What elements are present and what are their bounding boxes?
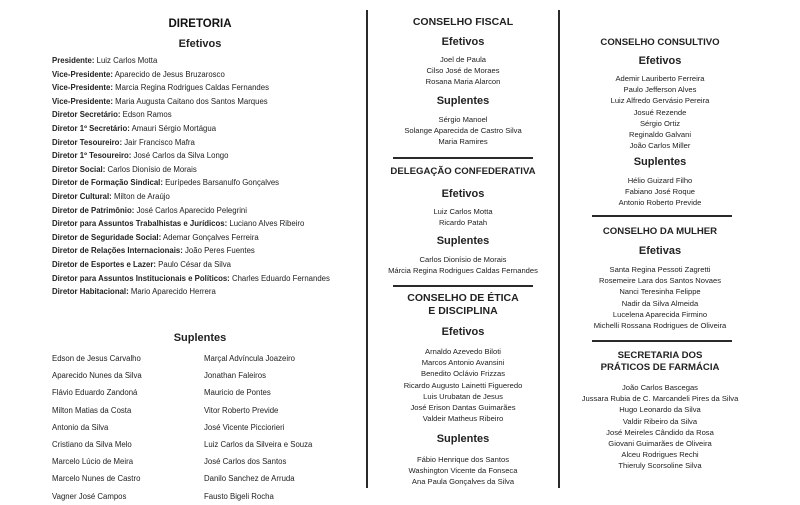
name-list-item: Carlos Dionísio de Morais bbox=[419, 255, 507, 264]
name-list-item: Antonio Roberto Previde bbox=[618, 198, 702, 208]
diretoria-member-row bbox=[52, 81, 330, 95]
member-role: Diretor de Patrimônio: bbox=[52, 205, 135, 215]
name-list-item: Luiz Alfredo Gervásio Pereira bbox=[610, 96, 710, 106]
column-divider-left bbox=[366, 10, 368, 488]
diretoria-suplentes-heading: Suplentes bbox=[173, 332, 227, 344]
delegacao-efetivos-heading: Efetivos bbox=[441, 188, 485, 200]
name-list-item: Ricardo Patah bbox=[438, 218, 488, 228]
diretoria-member-row bbox=[52, 190, 330, 204]
member-name: José Carlos da Silva Longo bbox=[131, 151, 229, 161]
member-name: Ademar Gonçalves Ferreira bbox=[161, 232, 259, 242]
name-list-item: Alceu Rodrigues Rechi bbox=[621, 450, 699, 460]
name-list-item: Jonathan Faleiros bbox=[204, 371, 266, 381]
name-list-item: Nanci Teresinha Felippe bbox=[619, 287, 701, 297]
diretoria-member-row bbox=[52, 95, 330, 109]
name-list-item: Marcelo Lúcio de Meira bbox=[52, 457, 134, 467]
name-list-item: Luiz Carlos da Silveira e Souza bbox=[204, 440, 313, 450]
etica-efetivos-list bbox=[378, 346, 548, 424]
member-role: Diretor Secretário: bbox=[52, 110, 121, 120]
delegacao-suplentes-heading: Suplentes bbox=[436, 235, 490, 247]
diretoria-member-row bbox=[52, 176, 330, 190]
diretoria-title: DIRETORIA bbox=[168, 18, 232, 30]
name-list-item: Ademir Lauriberto Ferreira bbox=[615, 74, 705, 83]
name-list-item: Ricardo Augusto Lainetti Figueredo bbox=[403, 380, 523, 390]
member-role: Diretor de Seguridade Social: bbox=[52, 232, 162, 242]
name-list-item: José Meireles Cândido da Rosa bbox=[606, 427, 714, 437]
diretoria-member-row bbox=[52, 122, 330, 136]
fiscal-suplentes-list bbox=[378, 114, 548, 148]
farmacia-title-line2: PRÁTICOS DE FARMÁCIA bbox=[600, 362, 720, 373]
member-role: Presidente: bbox=[52, 56, 95, 65]
consultivo-title: CONSELHO CONSULTIVO bbox=[600, 37, 720, 48]
suplentes-right-list bbox=[204, 350, 312, 505]
name-list-item: Maria Ramires bbox=[438, 137, 488, 147]
name-list-item: Michelli Rossana Rodrigues de Oliveira bbox=[593, 321, 727, 331]
etica-title-line2: E DISCIPLINA bbox=[428, 305, 498, 317]
fiscal-suplentes-heading: Suplentes bbox=[436, 95, 490, 107]
diretoria-member-row bbox=[52, 136, 330, 150]
name-list-item: Ana Paula Gonçalves da Silva bbox=[411, 477, 515, 487]
diretoria-member-row bbox=[52, 285, 330, 299]
diretoria-member-row bbox=[52, 54, 330, 68]
member-role: Diretor de Formação Sindical: bbox=[52, 178, 163, 188]
member-name: Maria Augusta Caitano dos Santos Marques bbox=[112, 96, 268, 106]
member-name: Amauri Sérgio Mortágua bbox=[129, 123, 217, 133]
name-list-item: Giovani Guimarães de Oliveira bbox=[608, 439, 712, 449]
member-role: Diretor de Esportes e Lazer: bbox=[52, 259, 156, 269]
name-list-item: Hélio Guizard Filho bbox=[627, 176, 693, 185]
name-list-item: Nadir da Silva Almeida bbox=[621, 298, 699, 308]
name-list-item: Arnaldo Azevedo Biloti bbox=[425, 347, 501, 356]
name-list-item: Benedito Oclávio Frizzas bbox=[421, 369, 505, 379]
fiscal-efetivos-heading: Efetivos bbox=[441, 36, 485, 48]
name-list-item: Fausto Bigeli Rocha bbox=[204, 491, 274, 501]
fiscal-efetivos-list bbox=[378, 54, 548, 88]
farmacia-title-line1: SECRETARIA DOS bbox=[617, 350, 703, 361]
name-list-item: Marcos Antonio Avansini bbox=[421, 358, 505, 368]
name-list-item: Reginaldo Galvani bbox=[628, 130, 692, 140]
member-name: Marcia Regina Rodrigues Caldas Fernandes bbox=[112, 83, 269, 93]
name-list-item: Fabiano José Roque bbox=[624, 187, 696, 197]
diretoria-efetivos-heading: Efetivos bbox=[178, 38, 222, 50]
diretoria-member-row bbox=[52, 244, 330, 258]
name-list-item: Solange Aparecida de Castro Silva bbox=[404, 126, 522, 136]
name-list-item: Mauricio de Pontes bbox=[204, 388, 271, 398]
member-role: Diretor Tesoureiro: bbox=[52, 137, 123, 147]
member-role: Vice-Presidente: bbox=[52, 96, 113, 106]
member-role: Diretor 1º Secretário: bbox=[52, 123, 130, 133]
mulher-efetivas-heading: Efetivas bbox=[638, 245, 682, 257]
member-name: Luciano Alves Ribeiro bbox=[227, 219, 305, 229]
name-list-item: Marçal Advíncula Joazeiro bbox=[204, 354, 296, 363]
name-list-item: Vagner José Campos bbox=[52, 491, 127, 501]
diretoria-member-row bbox=[52, 149, 330, 163]
delegacao-suplentes-list bbox=[368, 254, 558, 276]
member-name: Aparecido de Jesus Bruzarosco bbox=[112, 69, 225, 79]
member-name: Carlos Dionísio de Morais bbox=[105, 164, 197, 174]
name-list-item: José Vicente Picciorieri bbox=[204, 422, 285, 432]
name-list-item: Vitor Roberto Previde bbox=[204, 405, 279, 415]
member-name: Luiz Carlos Motta bbox=[94, 56, 158, 65]
section-divider bbox=[393, 285, 533, 287]
name-list-item: Washington Vicente da Fonseca bbox=[408, 466, 518, 476]
name-list-item: Lucelena Aparecida Firmino bbox=[612, 309, 708, 319]
etica-efetivos-heading: Efetivos bbox=[441, 326, 485, 338]
name-list-item: Santa Regina Pessoti Zagretti bbox=[609, 265, 711, 274]
diretoria-member-row bbox=[52, 258, 330, 272]
name-list-item: Aparecido Nunes da Silva bbox=[52, 371, 142, 381]
name-list-item: Marcelo Nunes de Castro bbox=[52, 474, 141, 484]
name-list-item: José Erison Dantas Guimarães bbox=[410, 403, 516, 413]
member-name: Edson Ramos bbox=[120, 110, 172, 120]
member-role: Diretor para Assuntos Trabalhistas e Jurídicos: bbox=[52, 219, 228, 229]
member-name: Mario Aparecido Herrera bbox=[128, 287, 216, 297]
consultivo-suplentes-heading: Suplentes bbox=[633, 156, 687, 168]
diretoria-member-row bbox=[52, 272, 330, 286]
diretoria-member-row bbox=[52, 68, 330, 82]
member-role: Diretor Social: bbox=[52, 164, 106, 174]
member-role: Diretor para Assuntos Institucionais e Políticos: bbox=[52, 273, 230, 283]
name-list-item: João Carlos Miller bbox=[629, 141, 691, 151]
member-name: Milton de Araújo bbox=[111, 191, 170, 201]
name-list-item: Jussara Rubia de C. Marcandeli Pires da Silva bbox=[581, 394, 739, 404]
name-list-item: José Carlos dos Santos bbox=[204, 457, 287, 467]
member-name: José Carlos Aparecido Pelegrini bbox=[134, 205, 247, 215]
consultivo-efetivos-heading: Efetivos bbox=[638, 55, 682, 67]
member-role: Diretor de Relações Internacionais: bbox=[52, 246, 183, 256]
section-divider bbox=[393, 157, 533, 159]
member-name: Charles Eduardo Fernandes bbox=[229, 273, 330, 283]
name-list-item: Fábio Henrique dos Santos bbox=[416, 455, 510, 464]
suplentes-left-list bbox=[52, 350, 142, 505]
diretoria-member-row bbox=[52, 108, 330, 122]
name-list-item: Rosana Maria Alarcon bbox=[425, 77, 501, 87]
name-list-item: Márcia Regina Rodrigues Caldas Fernandes bbox=[388, 266, 538, 276]
member-name: Eurípedes Barsanulfo Gonçalves bbox=[162, 178, 280, 188]
name-list-item: Valdeir Matheus Ribeiro bbox=[422, 414, 504, 424]
diretoria-member-row bbox=[52, 163, 330, 177]
section-divider bbox=[592, 340, 732, 342]
name-list-item: Antonio da Silva bbox=[52, 422, 109, 432]
diretoria-member-row bbox=[52, 231, 330, 245]
name-list-item: Milton Matias da Costa bbox=[52, 405, 132, 415]
name-list-item: Cristiano da Silva Melo bbox=[52, 440, 132, 450]
etica-suplentes-heading: Suplentes bbox=[436, 433, 490, 445]
name-list-item: João Carlos Bascegas bbox=[622, 383, 698, 392]
name-list-item: Thieruly Scorsoline Silva bbox=[618, 461, 702, 471]
etica-suplentes-list bbox=[378, 454, 548, 488]
etica-title-line1: CONSELHO DE ÉTICA bbox=[407, 292, 519, 304]
name-list-item: Josué Rezende bbox=[633, 107, 687, 117]
delegacao-title: DELEGAÇÃO CONFEDERATIVA bbox=[390, 166, 536, 177]
name-list-item: Rosemeire Lara dos Santos Novaes bbox=[599, 276, 721, 286]
farmacia-members-list bbox=[560, 382, 760, 472]
name-list-item: Luiz Carlos Motta bbox=[433, 207, 493, 216]
name-list-item: Luis Urubatan de Jesus bbox=[423, 391, 503, 401]
mulher-title: CONSELHO DA MULHER bbox=[602, 226, 718, 237]
member-name: Jair Francisco Mafra bbox=[122, 137, 195, 147]
delegacao-efetivos-list bbox=[378, 206, 548, 228]
consultivo-efetivos-list bbox=[570, 73, 750, 151]
name-list-item: Edson de Jesus Carvalho bbox=[52, 354, 141, 363]
section-divider bbox=[592, 215, 732, 217]
member-name: João Peres Fuentes bbox=[182, 246, 255, 256]
name-list-item: Joel de Paula bbox=[439, 55, 487, 64]
name-list-item: Valdir Ribeiro da Silva bbox=[622, 416, 698, 426]
member-role: Vice-Presidente: bbox=[52, 69, 113, 79]
conselho-fiscal-title: CONSELHO FISCAL bbox=[412, 16, 514, 28]
name-list-item: Sérgio Manoel bbox=[438, 115, 488, 124]
name-list-item: Paulo Jefferson Alves bbox=[623, 85, 697, 95]
member-name: Paulo César da Silva bbox=[156, 259, 231, 269]
diretoria-members-list bbox=[52, 54, 330, 299]
mulher-efetivas-list bbox=[570, 264, 750, 331]
name-list-item: Flávio Eduardo Zandoná bbox=[52, 388, 138, 398]
member-role: Diretor Cultural: bbox=[52, 191, 112, 201]
diretoria-member-row bbox=[52, 204, 330, 218]
name-list-item: Danilo Sanchez de Arruda bbox=[204, 474, 295, 484]
name-list-item: Hugo Leonardo da Silva bbox=[619, 405, 701, 415]
diretoria-member-row bbox=[52, 217, 330, 231]
member-role: Diretor Habitacional: bbox=[52, 287, 129, 297]
member-role: Diretor 1º Tesoureiro: bbox=[52, 151, 132, 161]
name-list-item: Sérgio Ortiz bbox=[639, 118, 681, 128]
name-list-item: Cilso José de Moraes bbox=[426, 66, 500, 76]
consultivo-suplentes-list bbox=[570, 175, 750, 209]
member-role: Vice-Presidente: bbox=[52, 83, 113, 93]
